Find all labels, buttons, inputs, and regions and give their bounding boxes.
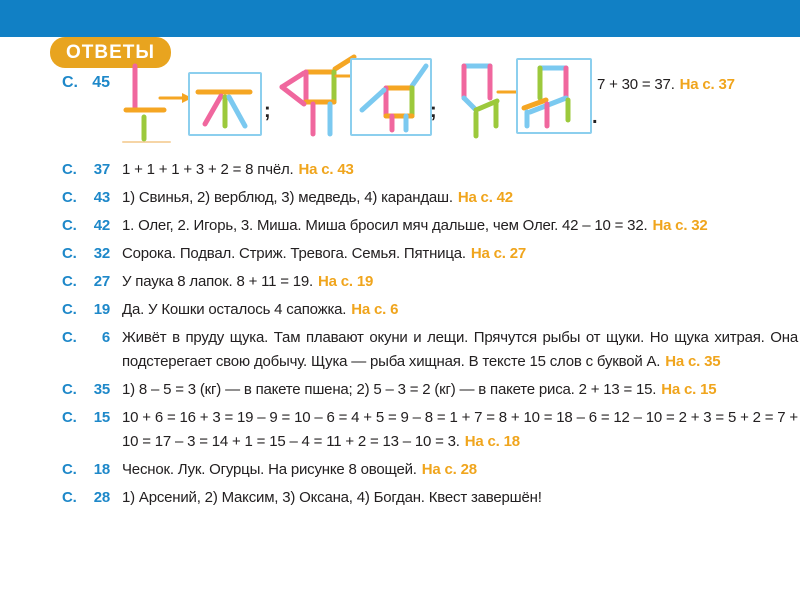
answer-row bbox=[62, 242, 798, 266]
answer-row bbox=[62, 378, 798, 402]
separator-period: . bbox=[592, 106, 598, 128]
answer-text bbox=[122, 186, 798, 210]
answer-row bbox=[62, 214, 798, 238]
page-number: 32 bbox=[93, 245, 110, 262]
equation-text: 7 + 30 = 37. bbox=[597, 76, 675, 93]
answer-row bbox=[62, 326, 798, 374]
separator-semicolon: ; bbox=[430, 100, 437, 122]
answer-text bbox=[122, 214, 798, 238]
answer-text bbox=[122, 270, 798, 294]
answer-row bbox=[62, 158, 798, 182]
top-banner bbox=[0, 0, 800, 37]
answer-row bbox=[62, 298, 798, 322]
next-page-link[interactable]: На с. 37 bbox=[679, 76, 735, 93]
page-ref-label bbox=[62, 326, 110, 374]
answer-text bbox=[122, 378, 798, 402]
answer-text bbox=[122, 326, 798, 374]
page-ref-label bbox=[62, 242, 110, 266]
page-prefix: С. bbox=[62, 273, 77, 290]
answers-badge: ОТВЕТЫ bbox=[50, 37, 171, 68]
page-number: 6 bbox=[101, 329, 110, 346]
page-prefix: С. bbox=[62, 189, 77, 206]
next-page-link[interactable]: На с. 15 bbox=[661, 381, 717, 398]
page-number: 27 bbox=[93, 273, 110, 290]
page-ref-label bbox=[62, 298, 110, 322]
page-prefix: С. bbox=[62, 381, 77, 398]
answer-body: У паука 8 лапок. 8 + 11 = 19. bbox=[122, 273, 314, 290]
answer-text bbox=[122, 458, 798, 482]
answer-row bbox=[62, 270, 798, 294]
page-number: 19 bbox=[93, 301, 110, 318]
page-prefix: С. bbox=[62, 489, 77, 506]
page-ref-label bbox=[62, 486, 110, 510]
stick-animal-transformed-icon bbox=[352, 60, 430, 134]
page-ref-label bbox=[62, 406, 110, 454]
answer-body: 1. Олег, 2. Игорь, 3. Миша. Миша бросил мяч дальше, чем Олег. 42 – 10 = 32. bbox=[122, 217, 648, 234]
answer-text bbox=[122, 486, 798, 510]
answer-body: 1 + 1 + 1 + 3 + 2 = 8 пчёл. bbox=[122, 161, 294, 178]
page-number: 15 bbox=[93, 409, 110, 426]
page-ref-label bbox=[62, 378, 110, 402]
next-page-link[interactable]: На с. 19 bbox=[318, 273, 374, 290]
stick-table-framed-figure bbox=[188, 72, 262, 136]
answer-text bbox=[122, 406, 798, 454]
page-prefix: С. bbox=[62, 301, 77, 318]
next-page-link[interactable]: На с. 43 bbox=[298, 161, 354, 178]
answer-body: Сорока. Подвал. Стриж. Тревога. Семья. Пятница. bbox=[122, 245, 466, 262]
page-ref-label bbox=[62, 186, 110, 210]
equation-result bbox=[597, 76, 735, 93]
answer-body: Живёт в пруду щука. Там плавают окуни и лещи. Прячутся рыбы от щуки. Но щука хитрая. Она подстерегает свою добычу. Щука — рыба хищная. В тексте 15 слов с буквой А. bbox=[122, 329, 798, 370]
page-prefix: С. bbox=[62, 245, 77, 262]
page-number: 18 bbox=[93, 461, 110, 478]
page-prefix: С. bbox=[62, 161, 77, 178]
answer-row bbox=[62, 486, 798, 510]
stick-chair-2-framed-figure bbox=[516, 58, 592, 134]
stick-chair-transformed-icon bbox=[518, 60, 590, 132]
stick-chair-2-figure-icon bbox=[450, 58, 504, 140]
page-prefix: С. bbox=[62, 409, 77, 426]
answer-body: 1) 8 – 5 = 3 (кг) — в пакете пшена; 2) 5 – 3 = 2 (кг) — в пакете риса. 2 + 13 = 15. bbox=[122, 381, 657, 398]
answer-text bbox=[122, 298, 798, 322]
answers-list bbox=[62, 158, 798, 514]
next-page-link[interactable]: На с. 18 bbox=[464, 433, 520, 450]
page-number: 42 bbox=[93, 217, 110, 234]
next-page-link[interactable]: На с. 42 bbox=[457, 189, 513, 206]
stick-table-icon bbox=[190, 74, 260, 134]
page-prefix: С. bbox=[62, 217, 77, 234]
next-page-link[interactable]: На с. 28 bbox=[421, 461, 477, 478]
answer-body: 1) Арсений, 2) Максим, 3) Оксана, 4) Богдан. Квест завершён! bbox=[122, 489, 542, 506]
answer-row bbox=[62, 406, 798, 454]
answer-text bbox=[122, 242, 798, 266]
page-number: 37 bbox=[93, 161, 110, 178]
next-page-link[interactable]: На с. 32 bbox=[652, 217, 708, 234]
next-page-link[interactable]: На с. 35 bbox=[665, 353, 721, 370]
page-ref-label bbox=[62, 214, 110, 238]
answer-text bbox=[122, 158, 798, 182]
next-page-link[interactable]: На с. 6 bbox=[351, 301, 399, 318]
answer-body: 1) Свинья, 2) верблюд, 3) медведь, 4) карандаш. bbox=[122, 189, 453, 206]
page-ref-label: С. 45 bbox=[62, 74, 110, 91]
answer-row bbox=[62, 186, 798, 210]
page-prefix: С. bbox=[62, 461, 77, 478]
page-number: 28 bbox=[93, 489, 110, 506]
separator-semicolon: ; bbox=[264, 100, 271, 122]
page-ref-label bbox=[62, 458, 110, 482]
stick-animal-framed-figure bbox=[350, 58, 432, 136]
answer-body: Чеснок. Лук. Огурцы. На рисунке 8 овощей. bbox=[122, 461, 417, 478]
page-number: 35 bbox=[93, 381, 110, 398]
answer-body: 10 + 6 = 16 + 3 = 19 – 9 = 10 – 6 = 4 + 5 = 9 – 8 = 1 + 7 = 8 + 10 = 18 – 6 = 12 – 10 = 2 + 3 = 5 + 2 = 7 + 10 = 17 – 3 = 14 + 1 = 15 – 4 = 11 + 2 = 13 – 10 = 3. bbox=[122, 409, 798, 450]
answer-row bbox=[62, 458, 798, 482]
page-ref-label bbox=[62, 158, 110, 182]
page-prefix: С. bbox=[62, 329, 77, 346]
page-ref-label bbox=[62, 270, 110, 294]
next-page-link[interactable]: На с. 27 bbox=[470, 245, 526, 262]
page-number: 43 bbox=[93, 189, 110, 206]
answer-body: Да. У Кошки осталось 4 сапожка. bbox=[122, 301, 347, 318]
